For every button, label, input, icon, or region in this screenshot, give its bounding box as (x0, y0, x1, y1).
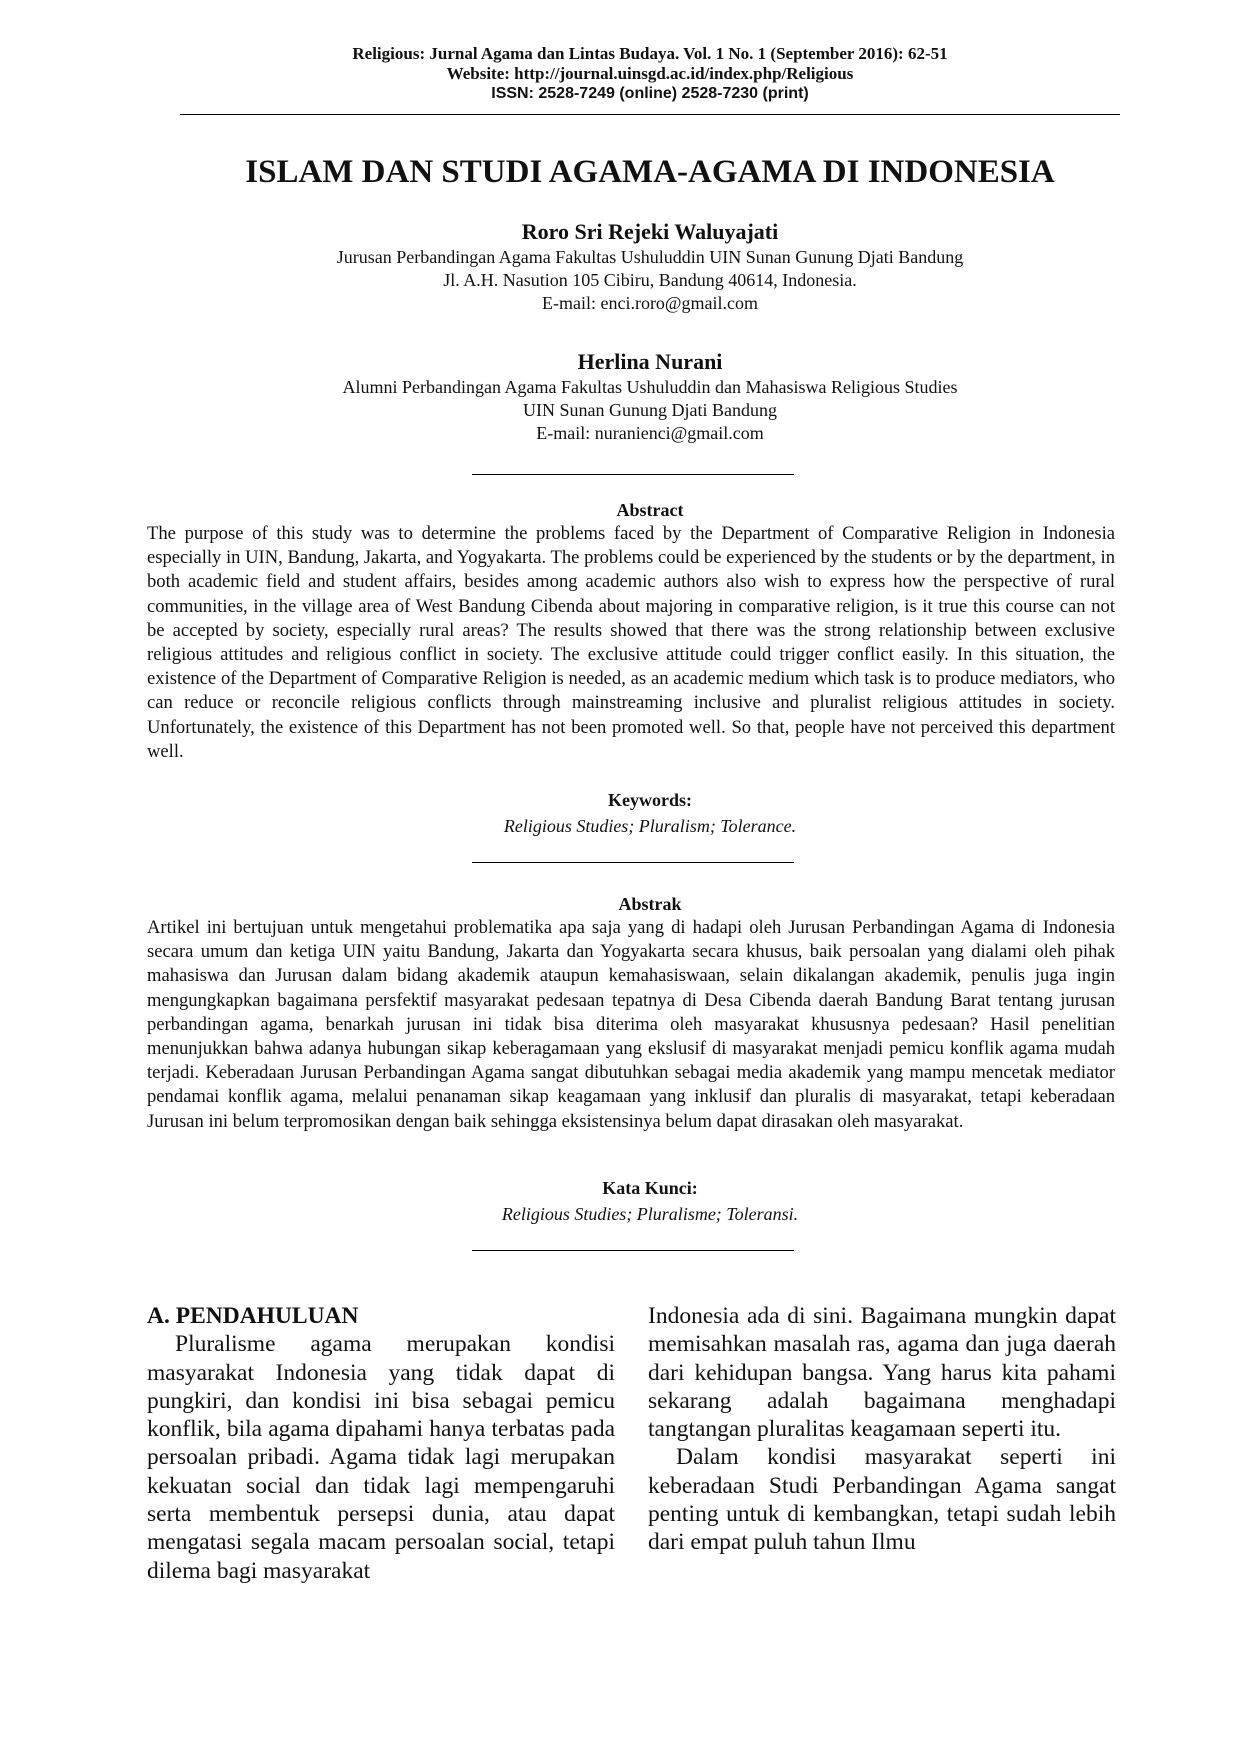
body-column-left (147, 1302, 615, 1585)
separator-rule (472, 1250, 794, 1251)
keywords-heading: Keywords: (608, 790, 692, 810)
author-block-1 (180, 218, 1120, 315)
abstract-heading: Abstract (616, 500, 684, 520)
keywords-text: Religious Studies; Pluralism; Tolerance. (503, 816, 797, 836)
journal-header (180, 44, 1120, 104)
body-paragraph: Dalam kondisi masyarakat seperti ini keberadaan Studi Perbandingan Agama sangat penting untuk di kembangkan, tetapi sudah lebih dari empat puluh tahun Ilmu (648, 1444, 1116, 1556)
author-email: E-mail: enci.roro@gmail.com (541, 293, 758, 313)
journal-issn: ISSN: 2528-7249 (online) 2528-7230 (print) (491, 85, 809, 102)
body-paragraph: Indonesia ada di sini. Bagaimana mungkin dapat memisahkan masalah ras, agama dan juga daerah dari kehidupan bangsa. Yang harus kita pahami sekarang adalah bagaimana menghadapi tangtangan pluralitas keagamaan seperti itu. (648, 1303, 1116, 1443)
kata-kunci-heading: Kata Kunci: (602, 1178, 698, 1198)
journal-website: Website: http://journal.uinsgd.ac.id/index.php/Religious (446, 64, 854, 83)
author-affiliation: Alumni Perbandingan Agama Fakultas Ushuluddin dan Mahasiswa Religious Studies (342, 377, 958, 397)
author-block-2 (180, 348, 1120, 445)
author-affiliation: Jurusan Perbandingan Agama Fakultas Ushuluddin UIN Sunan Gunung Djati Bandung (336, 247, 964, 267)
separator-rule (472, 862, 794, 863)
paper-title: ISLAM DAN STUDI AGAMA-AGAMA DI INDONESIA (245, 154, 1055, 190)
author-institution: UIN Sunan Gunung Djati Bandung (523, 400, 777, 420)
body-column-right (648, 1302, 1116, 1557)
abstrak-text: Artikel ini bertujuan untuk mengetahui problematika apa saja yang di hadapi oleh Jurusan Perbandingan Agama di Indonesia secara umum dan ketiga UIN yaitu Bandung, Jakarta dan Yogyakarta secara khusus, baik persoalan yang dialami oleh pihak mahasiswa dan Jurusan dalam bidang akademik ataupun kemahasiswaan, selain dikalangan akademik, penulis juga ingin mengungkapkan bagaimana persfektif masyarakat pedesaan tepatnya di Desa Cibenda daerah Bandung Barat tentang jurusan perbandingan agama, benarkah jurusan ini tidak bisa diterima oleh masyarakat khususnya pedesaan? Hasil penelitian menunjukkan bahwa adanya hubungan sikap keberagamaan yang ekslusif di masyarakat menjadi pemicu konflik agama mudah terjadi. Keberadaan Jurusan Perbandingan Agama sangat dibutuhkan sebagai media akademik yang mampu mencetak mediator pendamai konflik agama, melalui penanaman sikap keagamaan yang inklusif dan pluralis di masyarakat, tetapi keberadaan Jurusan ini belum terpromosikan dengan baik sehingga eksistensinya belum dapat dirasakan oleh masyarakat. (147, 917, 1115, 1132)
kata-kunci-text: Religious Studies; Pluralisme; Toleransi. (501, 1204, 799, 1224)
abstract-text: The purpose of this study was to determine the problems faced by the Department of Comparative Religion in Indonesia especially in UIN, Bandung, Jakarta, and Yogyakarta. The problems could be experienced by the students or by the department, in both academic field and student affairs, besides among academic authors also wish to express how the perspective of rural communities, in the village area of West Bandung Cibenda about majoring in comparative religion, is it true this course can not be accepted by society, especially rural areas? The results showed that there was the strong relationship between exclusive religious attitudes and religious conflict in society. The exclusive attitude could trigger conflict easily. In this situation, the existence of the Department of Comparative Religion is needed, as an academic medium which task is to produce mediators, who can reduce or reconcile religious conflicts through mainstreaming inclusive and pluralist religious attitudes in society. Unfortunately, the existence of this Department has not been promoted well. So that, people have not perceived this department well. (147, 523, 1115, 762)
section-heading: A. PENDAHULUAN (147, 1303, 359, 1329)
body-paragraph: Pluralisme agama merupakan kondisi masyarakat Indonesia yang tidak dapat di pungkiri, dan kondisi ini bisa sebagai pemicu konflik, bila agama dipahami hanya terbatas pada persoalan pribadi. Agama tidak lagi merupakan kekuatan social dan tidak lagi mempengaruhi serta membentuk persepsi dunia, atau dapat mengatasi segala macam persoalan social, tetapi dilema bagi masyarakat (147, 1331, 615, 1584)
author-email: E-mail: nuranienci@gmail.com (536, 423, 764, 443)
author-name: Herlina Nurani (577, 349, 723, 374)
author-name: Roro Sri Rejeki Waluyajati (521, 219, 779, 244)
abstrak-heading: Abstrak (618, 894, 682, 914)
header-rule (180, 114, 1120, 115)
author-address: Jl. A.H. Nasution 105 Cibiru, Bandung 40614, Indonesia. (443, 270, 857, 290)
separator-rule (472, 474, 794, 475)
journal-citation: Religious: Jurnal Agama dan Lintas Budaya. Vol. 1 No. 1 (September 2016): 62-51 (352, 44, 948, 63)
